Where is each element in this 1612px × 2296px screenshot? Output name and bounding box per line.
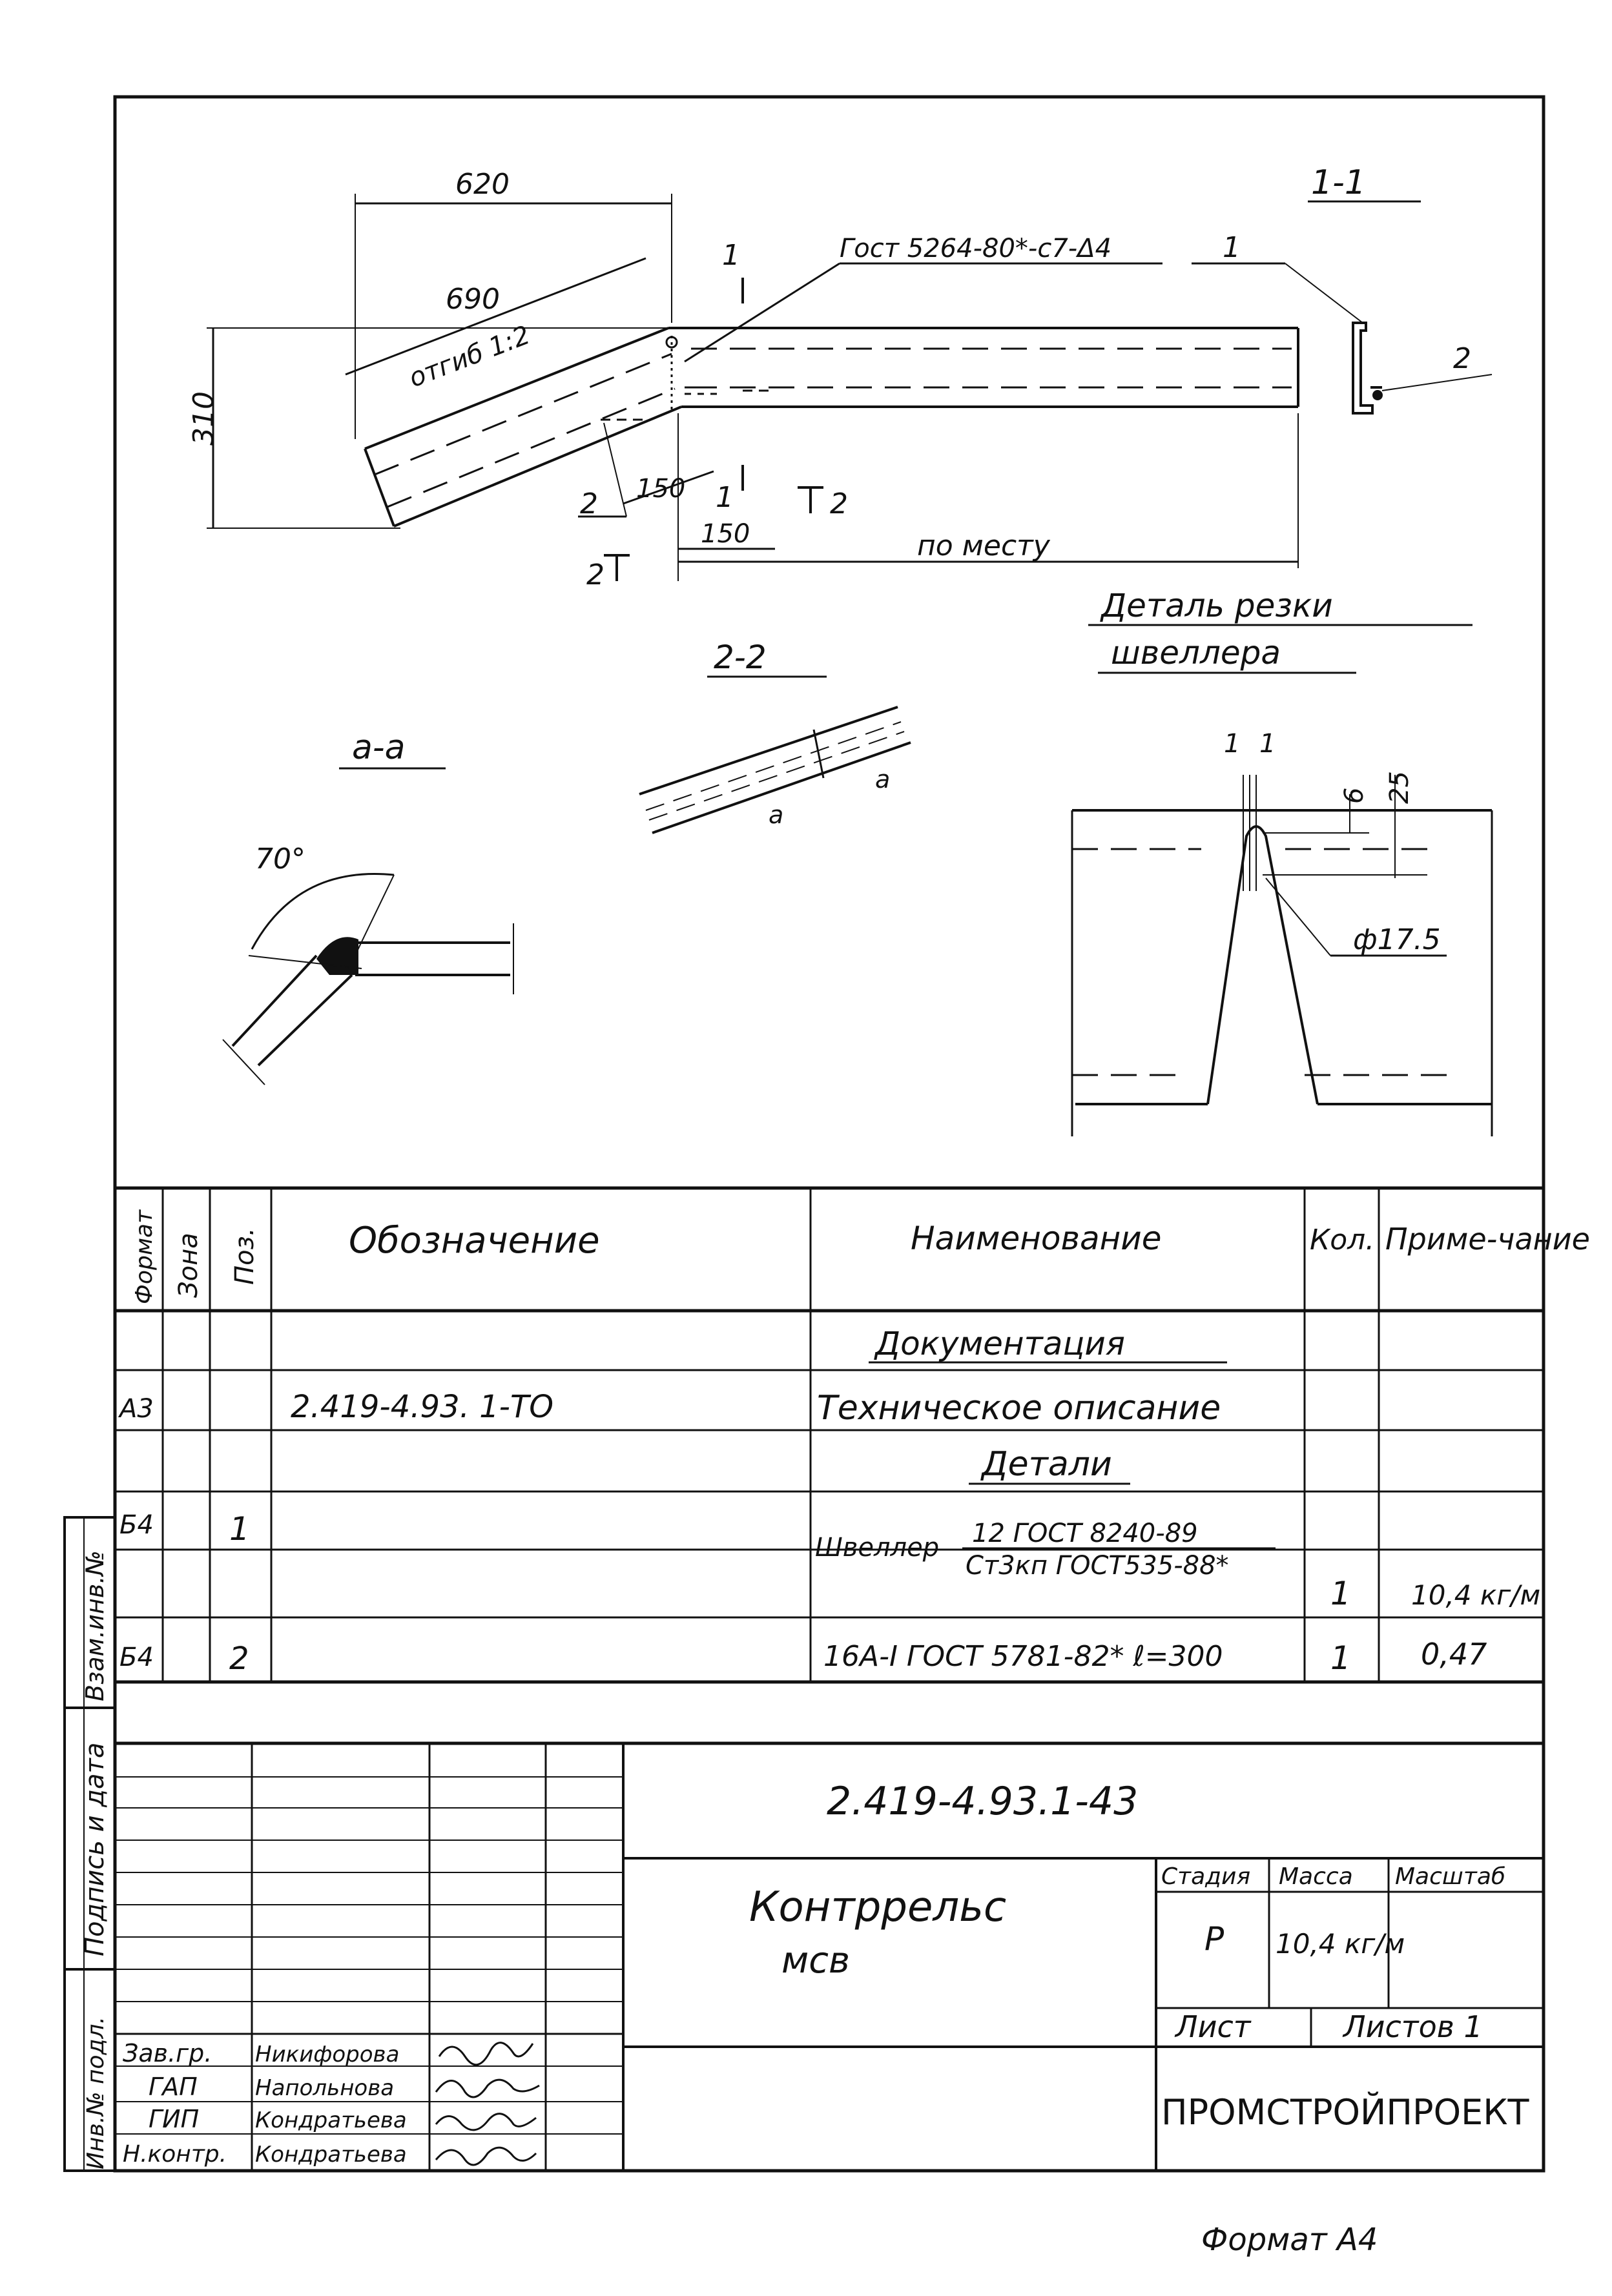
row-3-qty: 1 [1330,1575,1351,1612]
row-3-name-line2: Ст3кп ГОСТ535-88* [966,1551,1229,1581]
cut-detail [1072,587,1492,1136]
sheets-label: Листов 1 [1343,2009,1483,2044]
stage-value: Р [1204,1920,1224,1958]
header-qty: Кол. [1310,1224,1375,1256]
side-stamp-inv-podl: Инв.№ подл. [83,2016,109,2169]
side-stamp-podpis: Подпись и дата [80,1742,110,1956]
signature-marks [436,2043,539,2165]
row-4-name: 16А-I ГОСТ 5781-82* ℓ=300 [823,1640,1223,1673]
cut-detail-dim-1b: 1 [1259,729,1276,759]
row-4-format: Б4 [119,1643,154,1672]
side-stamp [65,1517,115,2171]
header-zone: Зона [174,1233,203,1298]
header-note: Приме-чание [1385,1222,1590,1256]
stage-label: Стадия [1161,1863,1251,1890]
signer-role: Зав.гр. [123,2039,212,2067]
row-1-format: А3 [119,1394,154,1424]
section-2-2-title: 2-2 [714,639,767,676]
row-3-pos: 1 [229,1510,250,1548]
company-name: ПРОМСТРОЙПРОЕКТ [1161,2092,1529,2133]
section-1-1-pos2: 2 [1453,342,1471,375]
table-row [869,1325,1227,1362]
row-3-format: Б4 [119,1510,154,1540]
signer-name: Кондратьева [255,2142,407,2168]
section-mark-2-right: 2 [830,487,848,520]
header-pos: Поз. [230,1227,260,1285]
dim-690: 690 [446,283,500,316]
signer-role: Н.контр. [123,2141,227,2168]
signer-role: ГИП [149,2105,200,2133]
row-4-pos: 2 [229,1641,249,1677]
section-2-2 [639,639,911,833]
section-aa-mark-right: а [875,765,891,794]
row-2-name: Детали [982,1445,1112,1484]
section-1-1-title: 1-1 [1311,163,1366,202]
dim-150b: 150 [701,519,750,549]
dim-620: 620 [455,168,510,201]
scale-label: Масштаб [1395,1863,1506,1890]
table-row [118,1389,1221,1428]
dim-310: 310 [187,391,220,446]
cut-detail-title-1: Деталь резки [1101,587,1333,624]
section-mark-2-left: 2 [586,559,604,591]
signer-name: Кондратьева [255,2107,407,2133]
row-3-name-prefix: Швеллер [815,1533,940,1563]
mass-value: 10,4 кг/м [1276,1928,1405,1960]
dim-150a: 150 [636,474,686,504]
section-a-a-title: а-а [352,728,406,767]
signer-role: ГАП [149,2073,198,2101]
section-1-1-pos1: 1 [1223,231,1241,264]
header-name: Наименование [911,1220,1162,1257]
cut-detail-title-2: швеллера [1111,634,1281,671]
dim-by-place: по месту [917,529,1050,562]
row-4-note: 0,47 [1421,1637,1487,1672]
weld-callout: Гост 5264-80*-с7-Δ4 [840,234,1112,263]
side-stamp-vzam: Взам.инв.№ [81,1550,109,1701]
row-3-name-line1: 12 ГОСТ 8240-89 [972,1519,1198,1548]
header-format: Формат [131,1209,158,1304]
section-mark-1-bottom: 1 [716,481,734,514]
title-block [115,1743,1544,2171]
mass-label: Масса [1279,1863,1353,1890]
signer-name: Напольнова [255,2075,395,2101]
row-4-qty: 1 [1330,1639,1351,1677]
doc-number: 2.419-4.93.1-43 [827,1779,1139,1824]
cut-detail-dim-1a: 1 [1224,729,1241,759]
bend-label: отгиб 1:2 [405,320,535,394]
pos2-leader: 2 [580,487,598,520]
signer-name: Никифорова [255,2042,400,2067]
cut-detail-dim-25: 25 [1385,771,1414,804]
table-row [119,1510,1540,1612]
section-a-a [223,728,513,1085]
cut-detail-dim-6: 6 [1339,787,1369,804]
format-label: Формат А4 [1201,2222,1378,2258]
spec-table [115,1188,1590,1682]
table-row [969,1445,1130,1484]
row-3-note: 10,4 кг/м [1411,1579,1541,1611]
row-0-name: Документация [875,1325,1125,1362]
section-mark-1-top: 1 [722,239,740,272]
section-1-1 [1192,163,1492,413]
header-designation: Обозначение [349,1220,600,1262]
main-elevation [187,168,1298,591]
doc-name-line2: мсв [781,1940,851,1982]
section-a-a-angle: 70° [255,843,305,876]
table-row [119,1637,1487,1677]
section-aa-mark-left: а [769,801,784,829]
doc-name-line1: Контррельс [749,1883,1007,1931]
cut-detail-hole: ф17.5 [1353,923,1441,956]
sheet-label: Лист [1175,2009,1251,2044]
row-1-name: Техническое описание [817,1389,1221,1428]
row-1-designation: 2.419-4.93. 1-ТО [291,1389,554,1425]
